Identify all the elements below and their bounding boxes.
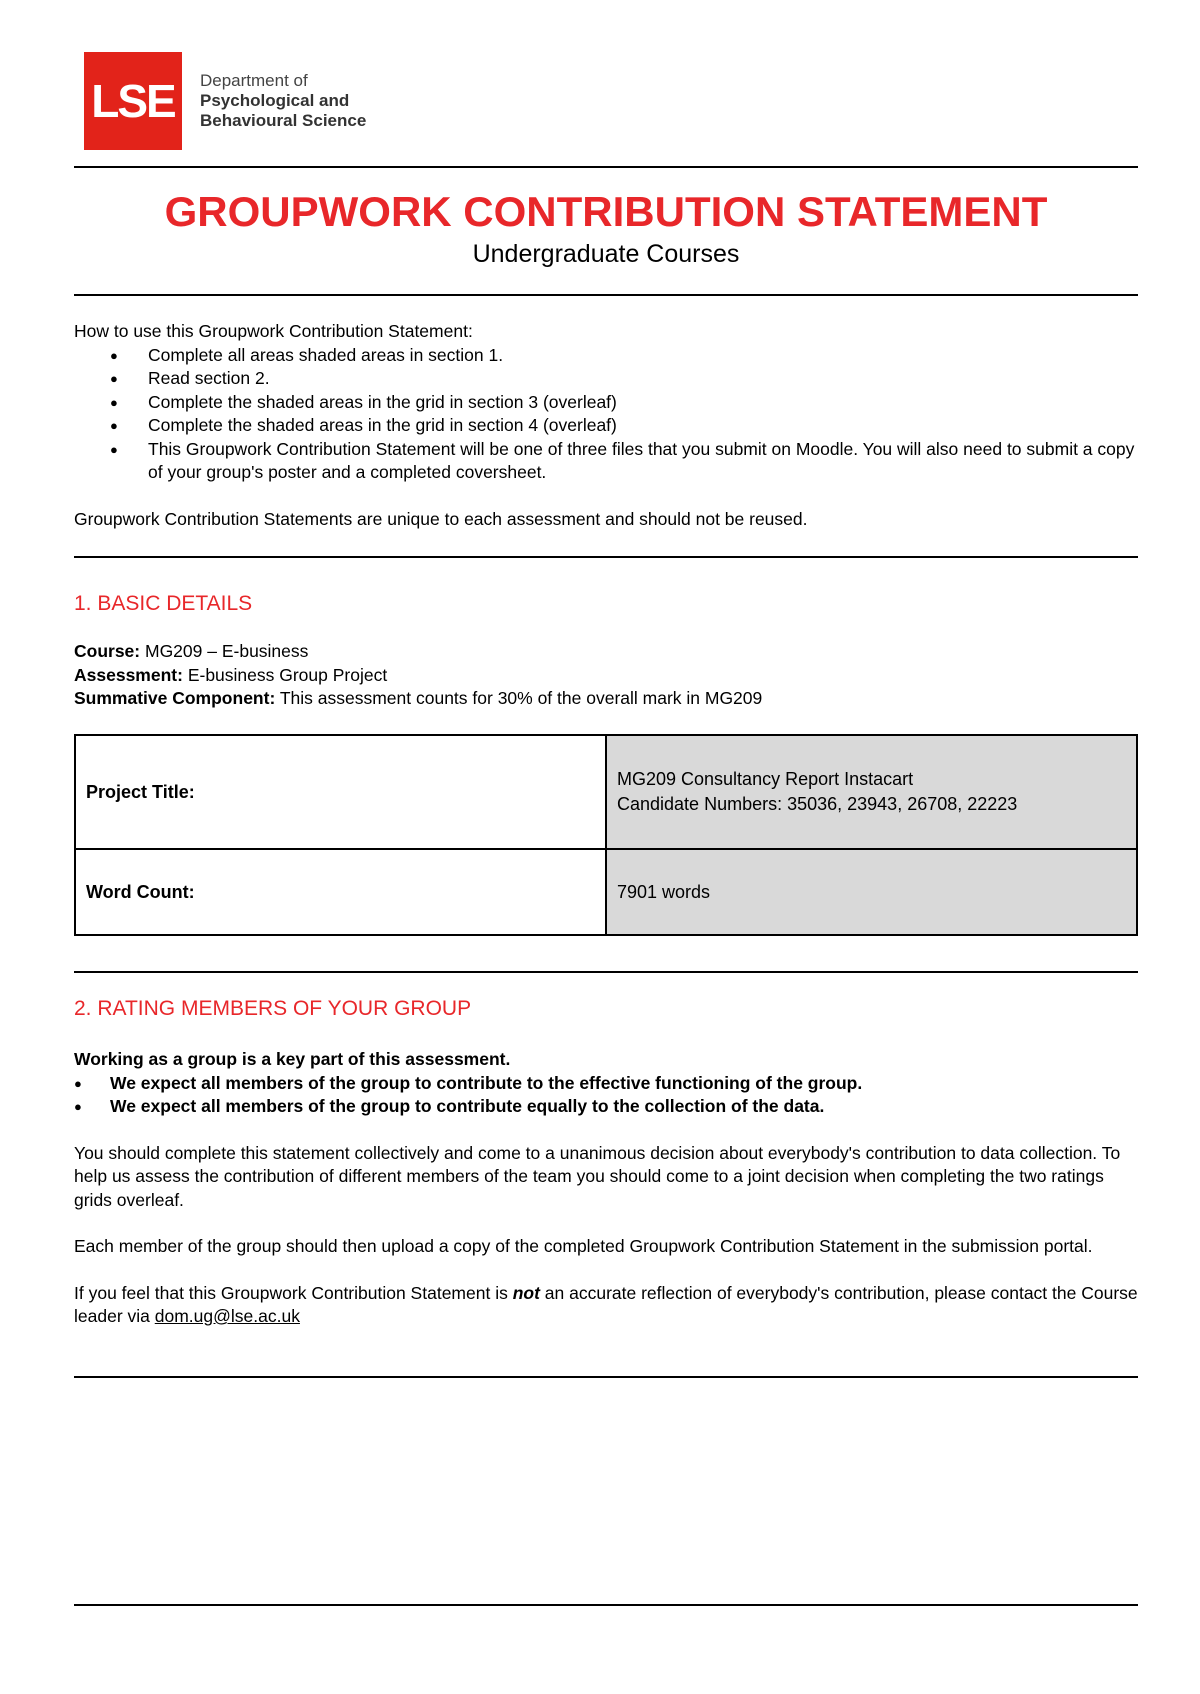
page-subtitle: Undergraduate Courses: [472, 240, 740, 268]
basic-details: [74, 640, 1138, 711]
group-rating-info: [74, 1048, 1138, 1329]
divider: [74, 1376, 1138, 1378]
paragraph: [74, 1282, 1138, 1329]
department-name: [200, 71, 366, 131]
word-count-label: Word Count:: [75, 849, 606, 935]
lse-logo-mark: LSE: [84, 52, 182, 150]
assessment-label: Assessment:: [74, 664, 183, 685]
list-item: ● We expect all members of the group to contribute equally to the collection of the data.: [74, 1095, 1138, 1119]
group-key-statement: Working as a group is a key part of this assessment.: [74, 1049, 511, 1069]
project-title-label: Project Title:: [75, 735, 606, 849]
divider: [74, 971, 1138, 973]
assessment-value: E-business Group Project: [182, 664, 388, 685]
department-line-2: Psychological and: [200, 91, 350, 110]
course-label: Course:: [74, 641, 141, 661]
list-item: ● Complete all areas shaded areas in section 1.: [74, 344, 1138, 368]
divider: [74, 294, 1138, 296]
word-count-field[interactable]: 7901 words: [606, 849, 1137, 935]
paragraph: Each member of the group should then upload a copy of the completed Groupwork Contribution Statement in the submission portal.: [74, 1236, 1093, 1256]
course-leader-email-link[interactable]: dom.ug@lse.ac.uk: [154, 1306, 300, 1326]
project-details-table: [74, 734, 1138, 936]
reuse-note: Groupwork Contribution Statements are unique to each assessment and should not be reused.: [74, 508, 808, 529]
project-title-line-2: Candidate Numbers: 35036, 23943, 26708, 22223: [617, 794, 1018, 814]
instructions-heading: How to use this Groupwork Contribution Statement:: [74, 321, 473, 341]
list-item: ● Complete the shaded areas in the grid in section 3 (overleaf): [74, 391, 1138, 415]
project-title-field[interactable]: [606, 735, 1137, 849]
page-title: GROUPWORK CONTRIBUTION STATEMENT: [164, 188, 1048, 235]
table-row: [75, 735, 1137, 849]
instructions-list: [74, 344, 1138, 485]
list-item: ● This Groupwork Contribution Statement will be one of three files that you submit on Moodle. You will also need to submit a copy of your group's poster and a completed coversheet.: [74, 438, 1138, 485]
expectations-list: [74, 1072, 1138, 1119]
summative-label: Summative Component:: [74, 688, 276, 708]
paragraph: You should complete this statement collectively and come to a unanimous decision about everybody's contribution to data collection. To help us assess the contribution of different members of the team you should come to a joint decision when completing the two ratings grids overleaf.: [74, 1142, 1121, 1210]
department-line-3: Behavioural Science: [200, 111, 367, 130]
table-row: [75, 849, 1137, 935]
project-title-line-1: MG209 Consultancy Report Instacart: [617, 769, 914, 789]
divider: [74, 556, 1138, 558]
course-row: [74, 640, 1138, 664]
paragraph-text: an accurate reflection of everybody's contribution, please contact the Course leader via: [74, 1282, 1138, 1326]
summative-row: [74, 687, 1138, 711]
paragraph-text: If you feel that this Groupwork Contribution Statement is: [74, 1282, 513, 1303]
section-1-heading: 1. BASIC DETAILS: [74, 592, 253, 615]
list-item: ● Complete the shaded areas in the grid in section 4 (overleaf): [74, 414, 1138, 438]
list-item: ● Read section 2.: [74, 367, 1138, 391]
lse-logo: [84, 52, 366, 150]
divider: [74, 166, 1138, 168]
assessment-row: [74, 664, 1138, 688]
department-line-1: Department of: [200, 71, 308, 90]
list-item: ● We expect all members of the group to contribute to the effective functioning of the group.: [74, 1072, 1138, 1096]
course-value: MG209 – E-business: [140, 641, 309, 661]
instructions: [74, 320, 1138, 531]
divider: [74, 1604, 1138, 1606]
section-2-heading: 2. RATING MEMBERS OF YOUR GROUP: [74, 997, 472, 1020]
emphasis-not: not: [512, 1282, 540, 1303]
summative-value: This assessment counts for 30% of the overall mark in MG209: [275, 688, 763, 708]
